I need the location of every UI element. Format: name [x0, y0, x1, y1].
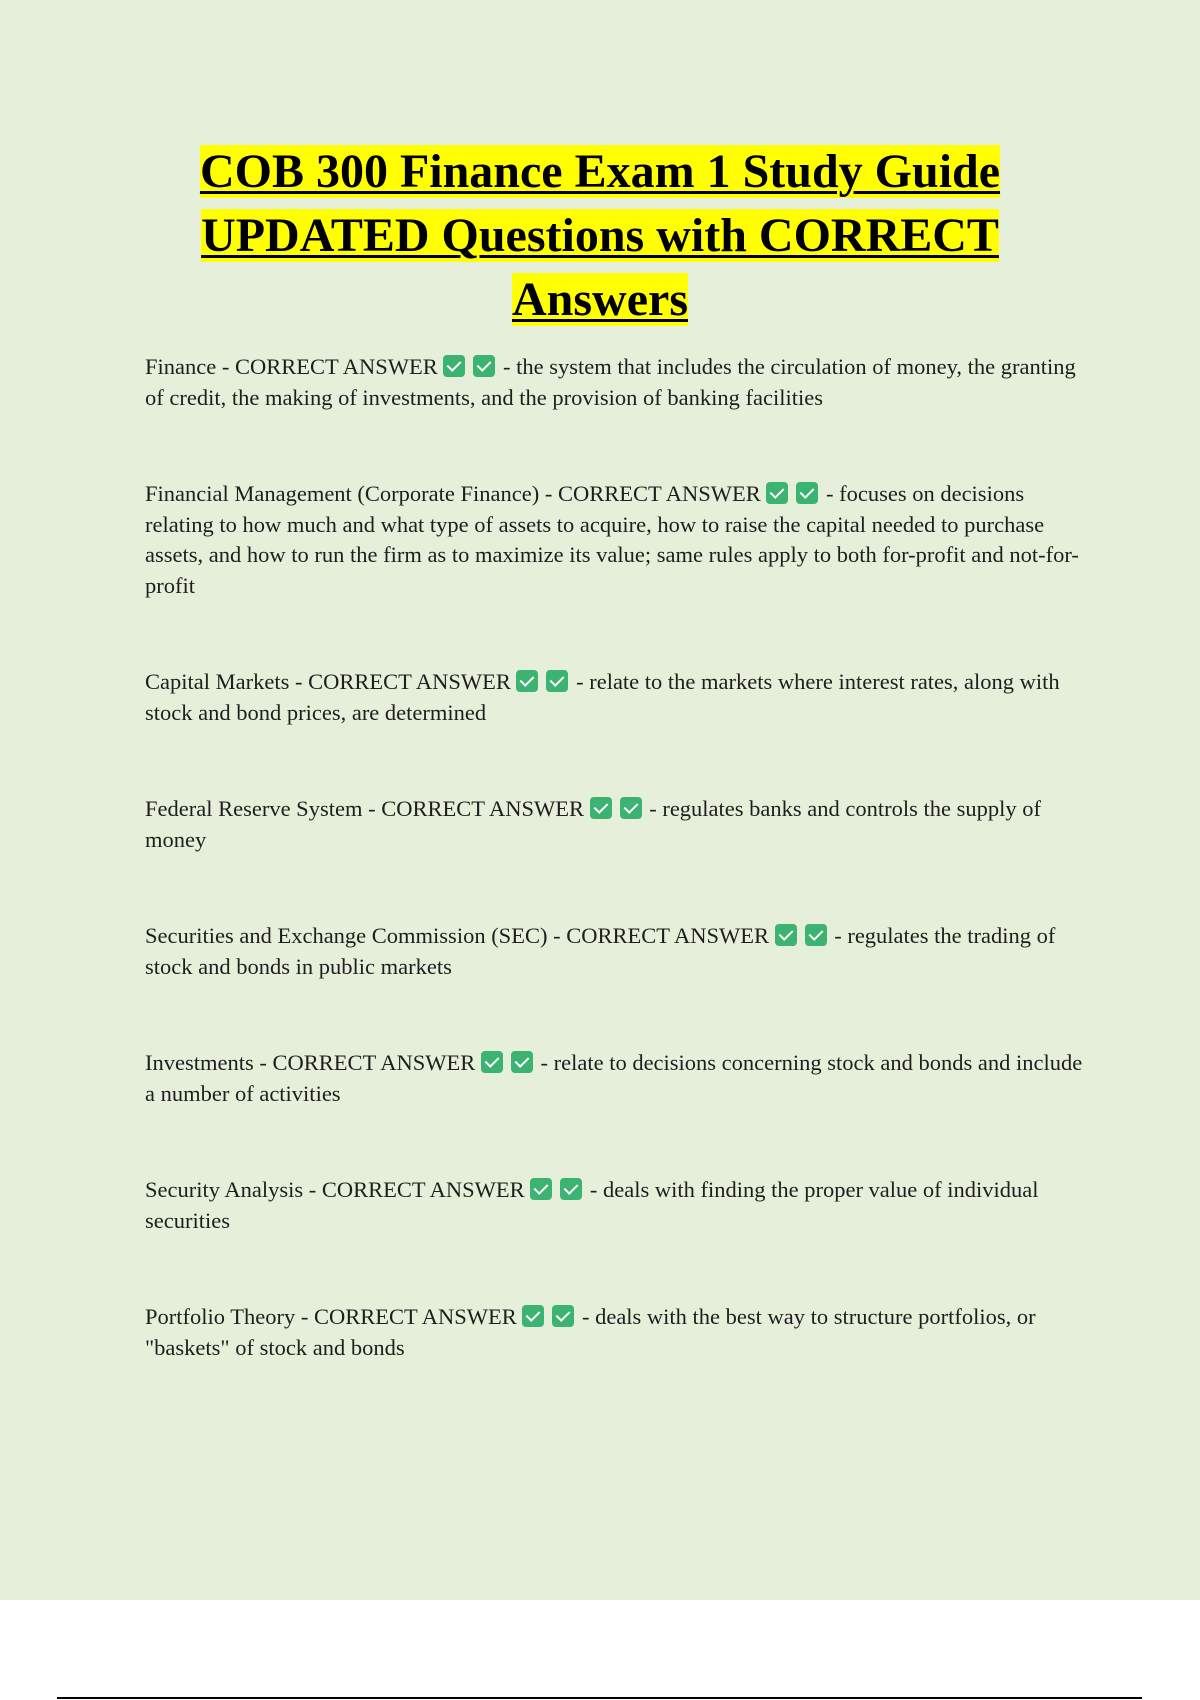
document-title	[100, 140, 1100, 332]
title-line: Answers	[512, 273, 688, 326]
check-mark-icon	[560, 1178, 582, 1200]
check-mark-icon	[481, 1051, 503, 1073]
flashcard-entry	[145, 1302, 1090, 1363]
entry-term: Security Analysis	[145, 1177, 304, 1202]
entry-separator: -	[295, 1304, 314, 1329]
entry-definition: deals with finding the proper value of individual securities	[145, 1177, 1039, 1233]
entry-separator: -	[497, 354, 517, 379]
flashcard-entry	[145, 1048, 1090, 1109]
entry-separator: -	[643, 796, 663, 821]
check-mark-icon	[805, 924, 827, 946]
entry-separator: -	[539, 481, 558, 506]
check-mark-icon	[620, 797, 642, 819]
check-mark-icon	[590, 797, 612, 819]
title-line: COB 300 Finance Exam 1 Study Guide	[199, 145, 1001, 198]
entry-definition: focuses on decisions relating to how much and what type of assets to acquire, how to raise the capital needed to purchase assets, and how to run the firm as to maximize its value; same rules apply to both for-profit and not-for-profit	[145, 481, 1079, 598]
entry-definition: regulates banks and controls the supply of money	[145, 796, 1041, 852]
check-mark-icon	[552, 1305, 574, 1327]
entry-separator: -	[253, 1050, 273, 1075]
flashcard-entry	[145, 667, 1090, 728]
answer-label: CORRECT ANSWER	[272, 1050, 476, 1075]
check-mark-icon	[443, 355, 465, 377]
entry-definition: deals with the best way to structure portfolios, or "baskets" of stock and bonds	[145, 1304, 1036, 1360]
entry-term: Financial Management (Corporate Finance)	[145, 481, 540, 506]
entry-separator: -	[534, 1050, 554, 1075]
entry-separator: -	[820, 481, 840, 506]
check-mark-icon	[546, 670, 568, 692]
check-mark-icon	[473, 355, 495, 377]
entry-term: Securities and Exchange Commission (SEC)	[145, 923, 548, 948]
check-mark-icon	[775, 924, 797, 946]
entry-separator: -	[570, 669, 590, 694]
flashcard-entry	[145, 1175, 1090, 1236]
entry-definition: regulates the trading of stock and bonds in public markets	[145, 923, 1056, 979]
entry-definition: relate to decisions concerning stock and bonds and include a number of activities	[145, 1050, 1083, 1106]
entry-separator: -	[216, 354, 235, 379]
answer-label: CORRECT ANSWER	[313, 1304, 517, 1329]
flashcard-entry	[145, 479, 1090, 601]
answer-label: CORRECT ANSWER	[381, 796, 584, 821]
entry-separator: -	[303, 1177, 322, 1202]
entry-separator: -	[584, 1177, 603, 1202]
entry-term: Investments	[145, 1050, 254, 1075]
answer-label: CORRECT ANSWER	[557, 481, 761, 506]
answer-label: CORRECT ANSWER	[308, 669, 511, 694]
check-mark-icon	[530, 1178, 552, 1200]
footer-divider	[57, 1697, 1142, 1699]
entry-separator: -	[362, 796, 382, 821]
check-mark-icon	[522, 1305, 544, 1327]
entry-separator: -	[289, 669, 309, 694]
flashcard-list	[145, 352, 1090, 1363]
check-mark-icon	[511, 1051, 533, 1073]
entry-definition: relate to the markets where interest rates, along with stock and bond prices, are determined	[145, 669, 1060, 725]
check-mark-icon	[796, 482, 818, 504]
answer-label: CORRECT ANSWER	[321, 1177, 525, 1202]
entry-term: Capital Markets	[145, 669, 290, 694]
entry-separator: -	[576, 1304, 596, 1329]
entry-term: Finance	[145, 354, 217, 379]
entry-definition: the system that includes the circulation of money, the granting of credit, the making of investments, and the provision of banking facilities	[145, 354, 1076, 410]
flashcard-entry	[145, 794, 1090, 855]
entry-term: Federal Reserve System	[145, 796, 363, 821]
answer-label: CORRECT ANSWER	[566, 923, 769, 948]
entry-separator: -	[547, 923, 567, 948]
check-mark-icon	[516, 670, 538, 692]
flashcard-entry	[145, 352, 1090, 413]
entry-separator: -	[828, 923, 848, 948]
entry-term: Portfolio Theory	[145, 1304, 296, 1329]
answer-label: CORRECT ANSWER	[234, 354, 438, 379]
title-line: UPDATED Questions with CORRECT	[201, 209, 999, 262]
check-mark-icon	[766, 482, 788, 504]
flashcard-entry	[145, 921, 1090, 982]
